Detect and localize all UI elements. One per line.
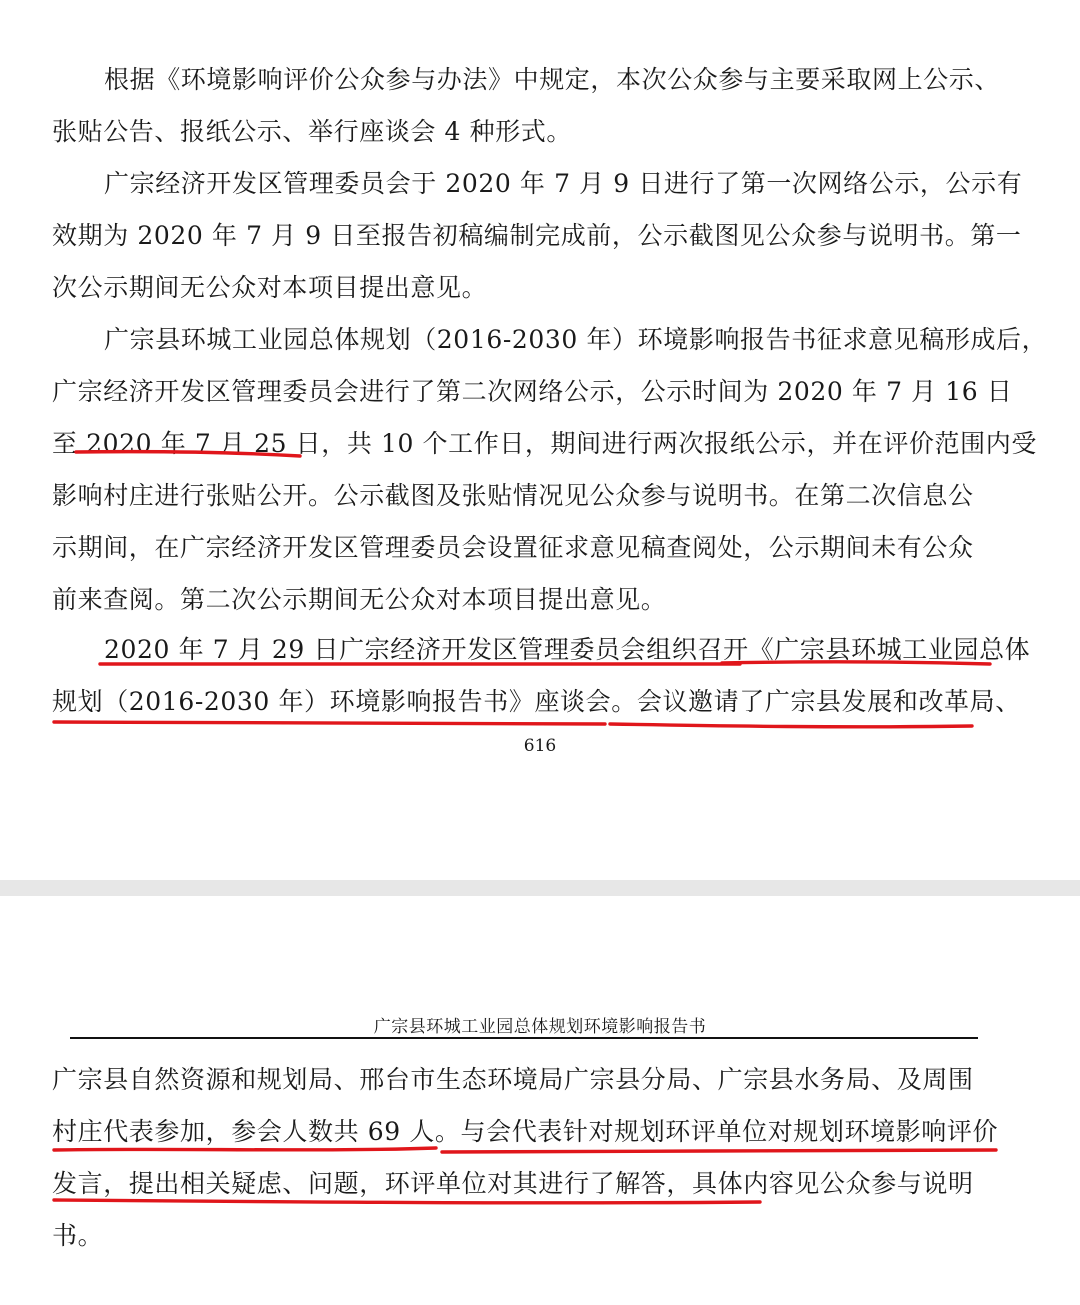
running-header: 广宗县环城工业园总体规划环境影响报告书 — [373, 1017, 707, 1037]
paragraph-4-line-5: 发言，提出相关疑虑、问题，环评单位对其进行了解答，具体内容见公众参与说明 — [52, 1169, 974, 1198]
paragraph-4-line-1: 2020 年 7 月 29 日广宗经济开发区管理委员会组织召开《广宗县环城工业园总体 — [104, 635, 1031, 664]
paragraph-1-line-2: 张贴公告、报纸公示、举行座谈会 4 种形式。 — [52, 117, 573, 146]
paragraph-4-line-2: 规划（2016-2030 年）环境影响报告书》座谈会。会议邀请了广宗县发展和改革局、 — [52, 687, 1021, 716]
paragraph-2-line-2: 效期为 2020 年 7 月 9 日至报告初稿编制完成前，公示截图见公众参与说明书。第一 — [52, 221, 1022, 250]
paragraph-3-line-2: 广宗经济开发区管理委员会进行了第二次网络公示，公示时间为 2020 年 7 月 16 日 — [52, 377, 1013, 406]
document-page-617 — [0, 896, 1080, 1305]
page-number: 616 — [523, 736, 557, 756]
paragraph-4-line-4: 村庄代表参加，参会人数共 69 人。与会代表针对规划环评单位对规划环境影响评价 — [52, 1117, 999, 1146]
paragraph-3-line-3: 至 2020 年 7 月 25 日，共 10 个工作日，期间进行两次报纸公示，并在评价范围内受 — [52, 429, 1037, 458]
paragraph-2-line-1: 广宗经济开发区管理委员会于 2020 年 7 月 9 日进行了第一次网络公示，公示有 — [104, 169, 1023, 198]
underline-response-line — [54, 1200, 760, 1203]
paragraph-2-line-3: 次公示期间无公众对本项目提出意见。 — [52, 273, 488, 302]
paragraph-3-line-4: 影响村庄进行张贴公开。公示截图及张贴情况见公众参与说明书。在第二次信息公 — [52, 481, 974, 510]
paragraph-3-line-6: 前来查阅。第二次公示期间无公众对本项目提出意见。 — [52, 585, 667, 614]
underline-comment-line — [442, 1150, 996, 1152]
underline-attendees-line — [54, 1148, 436, 1150]
paragraph-3-line-5: 示期间，在广宗经济开发区管理委员会设置征求意见稿查阅处，公示期间未有公众 — [52, 533, 974, 562]
underline-invitation-line — [610, 724, 972, 727]
paragraph-4-line-6: 书。 — [52, 1221, 104, 1250]
paragraph-4-line-3: 广宗县自然资源和规划局、邢台市生态环境局广宗县分局、广宗县水务局、及周围 — [52, 1065, 974, 1094]
underline-report-title-line — [54, 722, 605, 724]
red-underline-annotations-bottom — [0, 896, 1080, 1305]
paragraph-3-line-1: 广宗县环城工业园总体规划（2016-2030 年）环境影响报告书征求意见稿形成后， — [104, 325, 1048, 354]
header-divider — [70, 1037, 978, 1039]
page-separator — [0, 880, 1080, 896]
paragraph-1-line-1: 根据《环境影响评价公众参与办法》中规定，本次公众参与主要采取网上公示、 — [104, 65, 1001, 94]
